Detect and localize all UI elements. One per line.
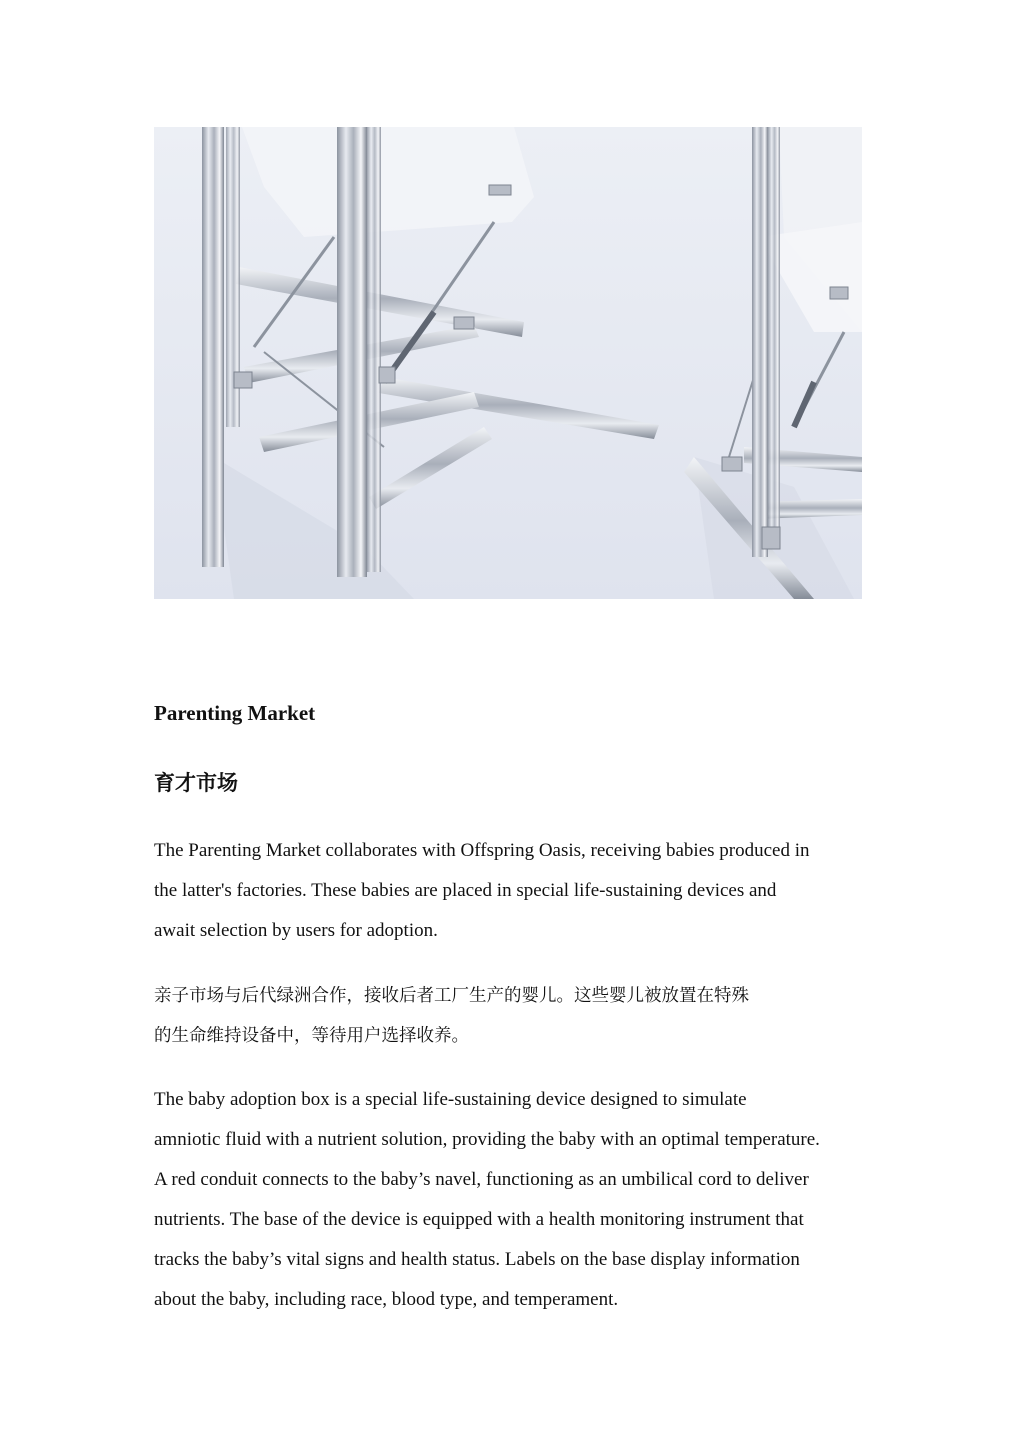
paragraph-line: 亲子市场与后代绿洲合作，接收后者工厂生产的婴儿。这些婴儿被放置在特殊 <box>154 986 749 1006</box>
paragraph-intro-chinese <box>154 976 884 1056</box>
paragraph-line: tracks the baby’s vital signs and health status. Labels on the base display information <box>154 1249 800 1270</box>
section-heading-english: Parenting Market <box>154 701 316 725</box>
paragraph-line: amniotic fluid with a nutrient solution, providing the baby with an optimal temperature. <box>154 1129 820 1150</box>
paragraph-line: The baby adoption box is a special life-sustaining device designed to simulate <box>154 1089 747 1110</box>
paragraph-intro-english <box>154 831 884 951</box>
paragraph-line: about the baby, including race, blood type, and temperament. <box>154 1289 619 1310</box>
paragraph-line: 的生命维持设备中，等待用户选择收养。 <box>154 1026 469 1046</box>
paragraph-line: the latter's factories. These babies are placed in special life-sustaining devices and <box>154 880 777 901</box>
paragraph-line: await selection by users for adoption. <box>154 920 438 941</box>
paragraph-line: nutrients. The base of the device is equipped with a health monitoring instrument that <box>154 1209 804 1230</box>
section-heading-chinese: 育才市场 <box>154 771 238 795</box>
paragraph-adoption-box-english <box>154 1080 884 1320</box>
device-photo <box>154 127 862 599</box>
paragraph-line: A red conduit connects to the baby’s navel, functioning as an umbilical cord to deliver <box>154 1169 809 1190</box>
paragraph-line: The Parenting Market collaborates with Offspring Oasis, receiving babies produced in <box>154 840 810 861</box>
